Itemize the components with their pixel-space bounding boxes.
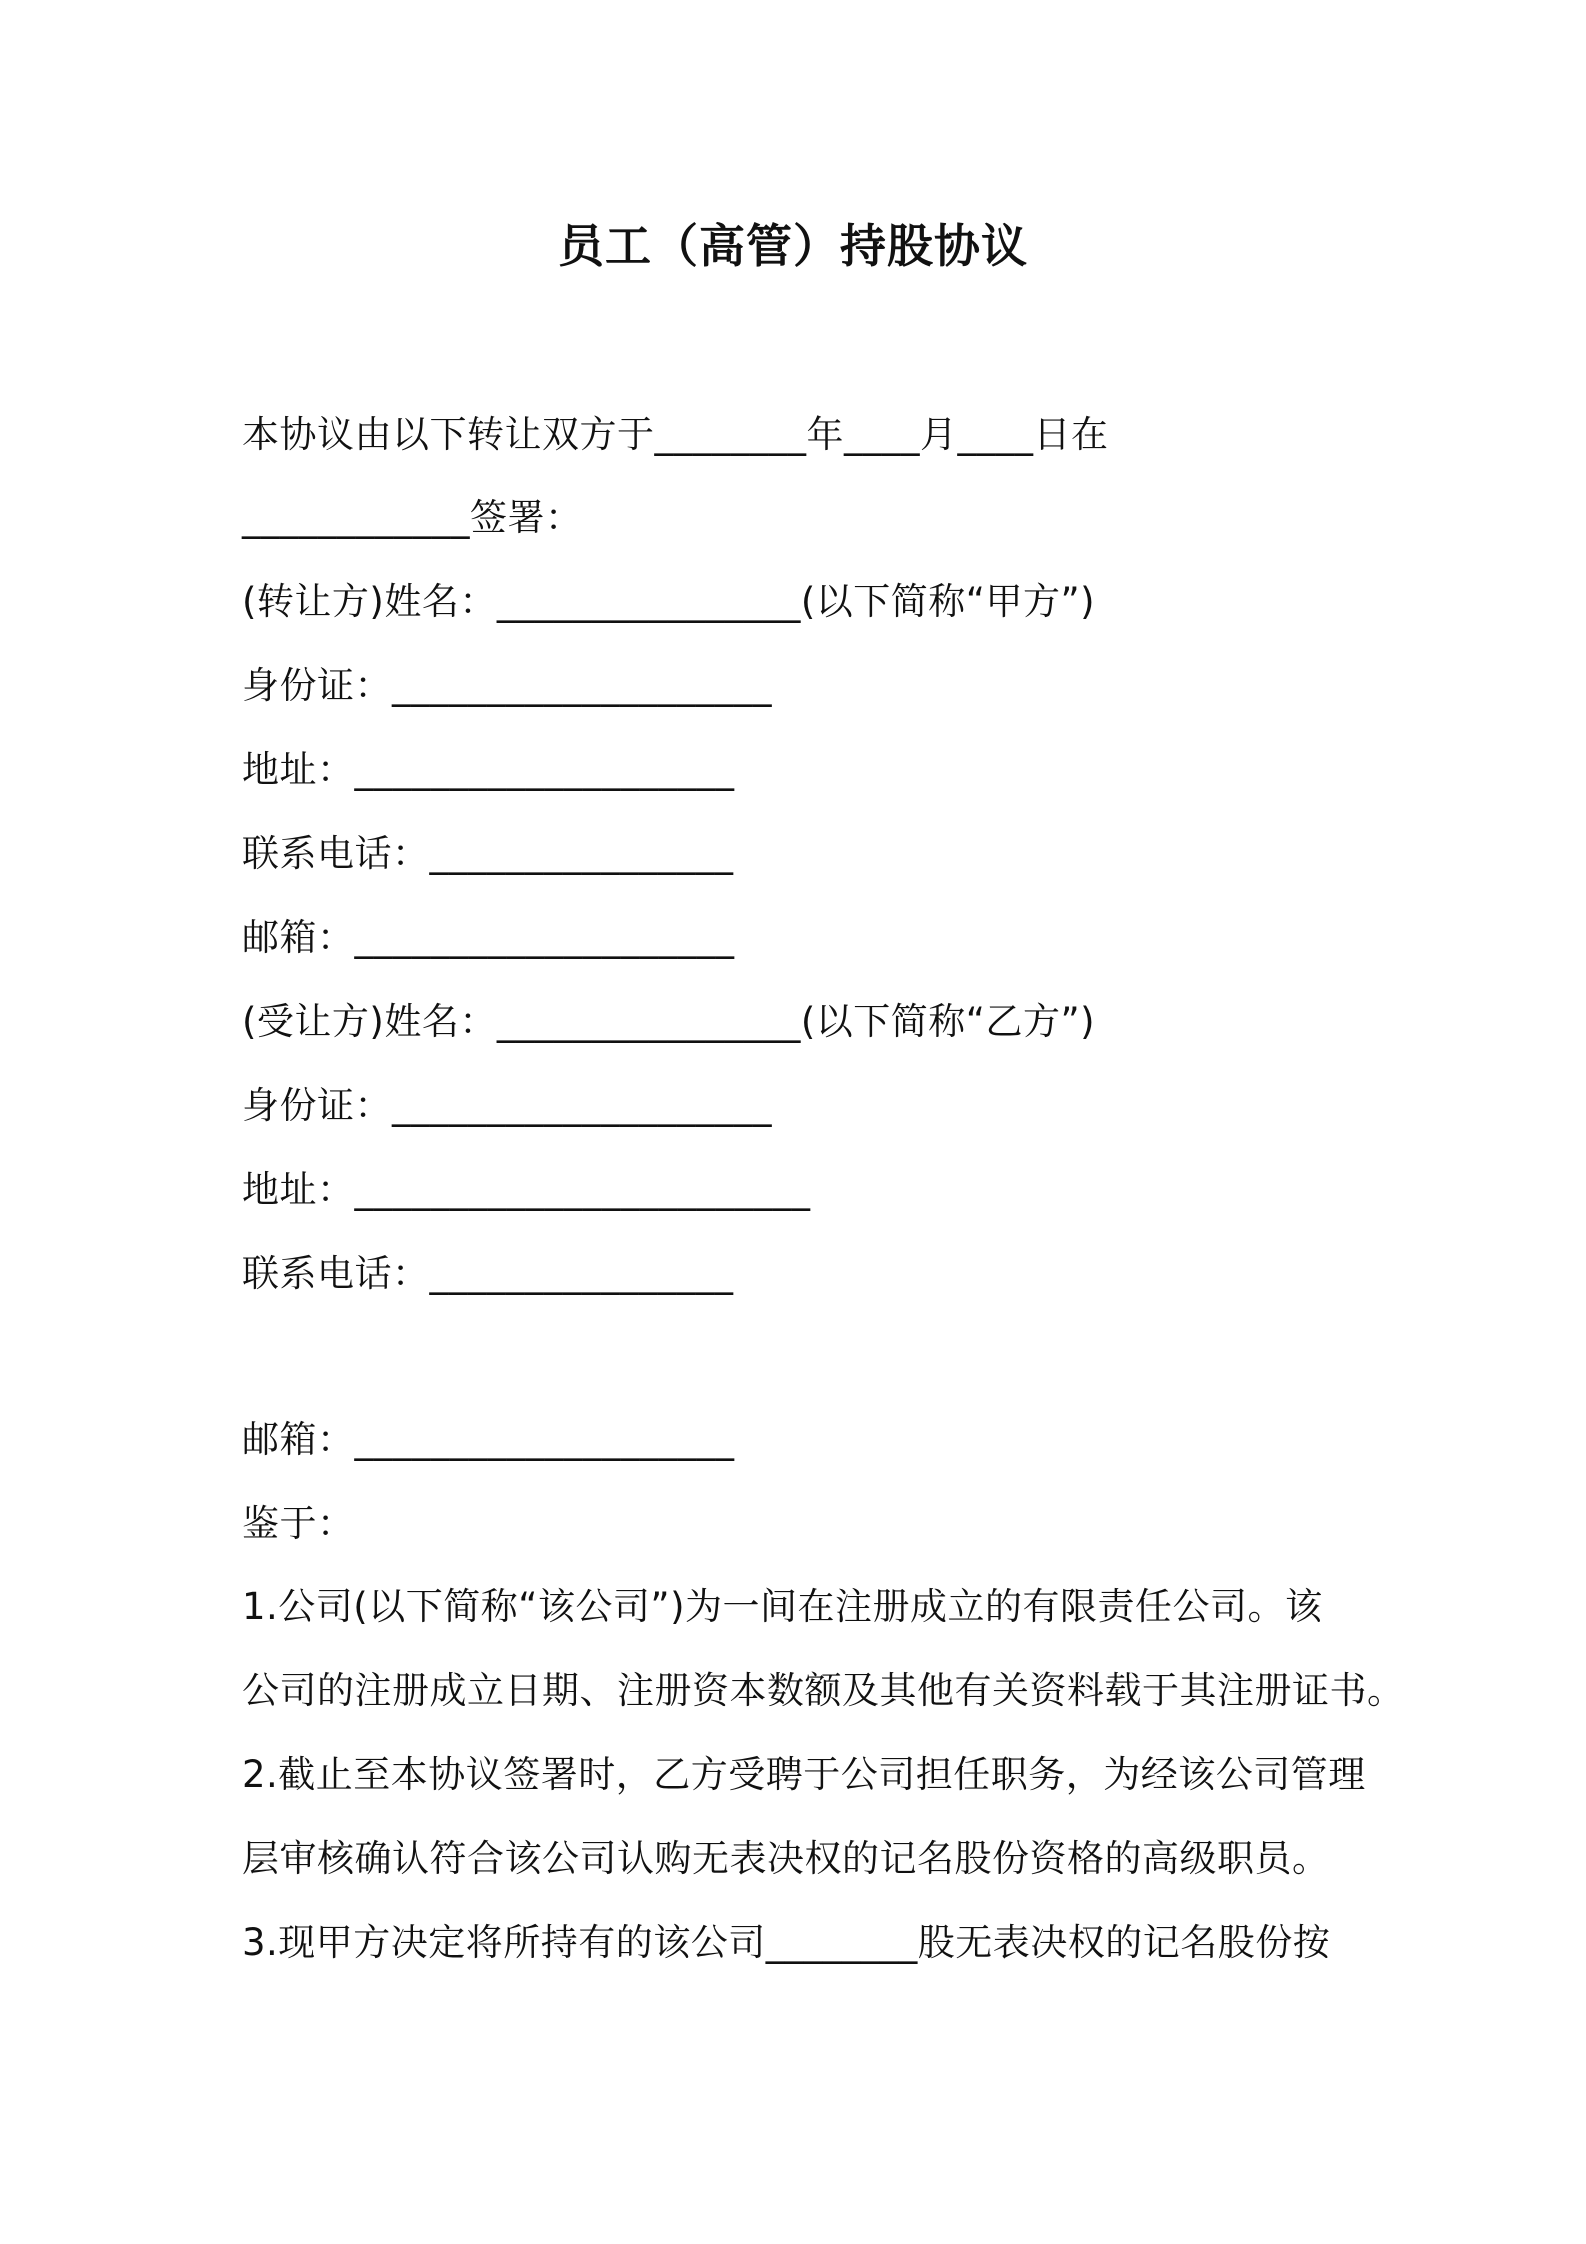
clause-3-line-1: 3.现甲方决定将所持有的该公司________股无表决权的记名股份按 xyxy=(242,1921,1331,1964)
transferee-name-line: (受让方)姓名：________________(以下简称“乙方”) xyxy=(242,1000,1096,1043)
clause-2-line-1: 2.截止至本协议签署时，乙方受聘于公司担任职务，为经该公司管理 xyxy=(242,1753,1366,1796)
clause-2-line-2: 层审核确认符合该公司认购无表决权的记名股份资格的高级职员。 xyxy=(242,1837,1330,1880)
transferor-email-line: 邮箱：____________________ xyxy=(242,916,735,959)
clause-1-line-2: 公司的注册成立日期、注册资本数额及其他有关资料载于其注册证书。 xyxy=(242,1669,1405,1712)
document-title: 员工（高管）持股协议 xyxy=(558,219,1028,273)
transferee-id-line: 身份证：____________________ xyxy=(242,1084,772,1127)
whereas-heading: 鉴于： xyxy=(242,1502,355,1545)
clause-1-line-1: 1.公司(以下简称“该公司”)为一间在注册成立的有限责任公司。该 xyxy=(242,1585,1323,1628)
transferor-address-line: 地址：____________________ xyxy=(242,748,735,791)
signing-place-line: ____________签署： xyxy=(242,496,583,539)
agreement-intro-line: 本协议由以下转让双方于________年____月____日在 xyxy=(242,413,1109,456)
transferee-phone-line: 联系电话：________________ xyxy=(242,1252,734,1295)
transferee-address-line: 地址：________________________ xyxy=(242,1168,811,1211)
transferor-id-line: 身份证：____________________ xyxy=(242,664,772,707)
transferor-name-line: (转让方)姓名：________________(以下简称“甲方”) xyxy=(242,580,1096,623)
transferor-phone-line: 联系电话：________________ xyxy=(242,832,734,875)
transferee-email-line: 邮箱：____________________ xyxy=(242,1418,735,1461)
